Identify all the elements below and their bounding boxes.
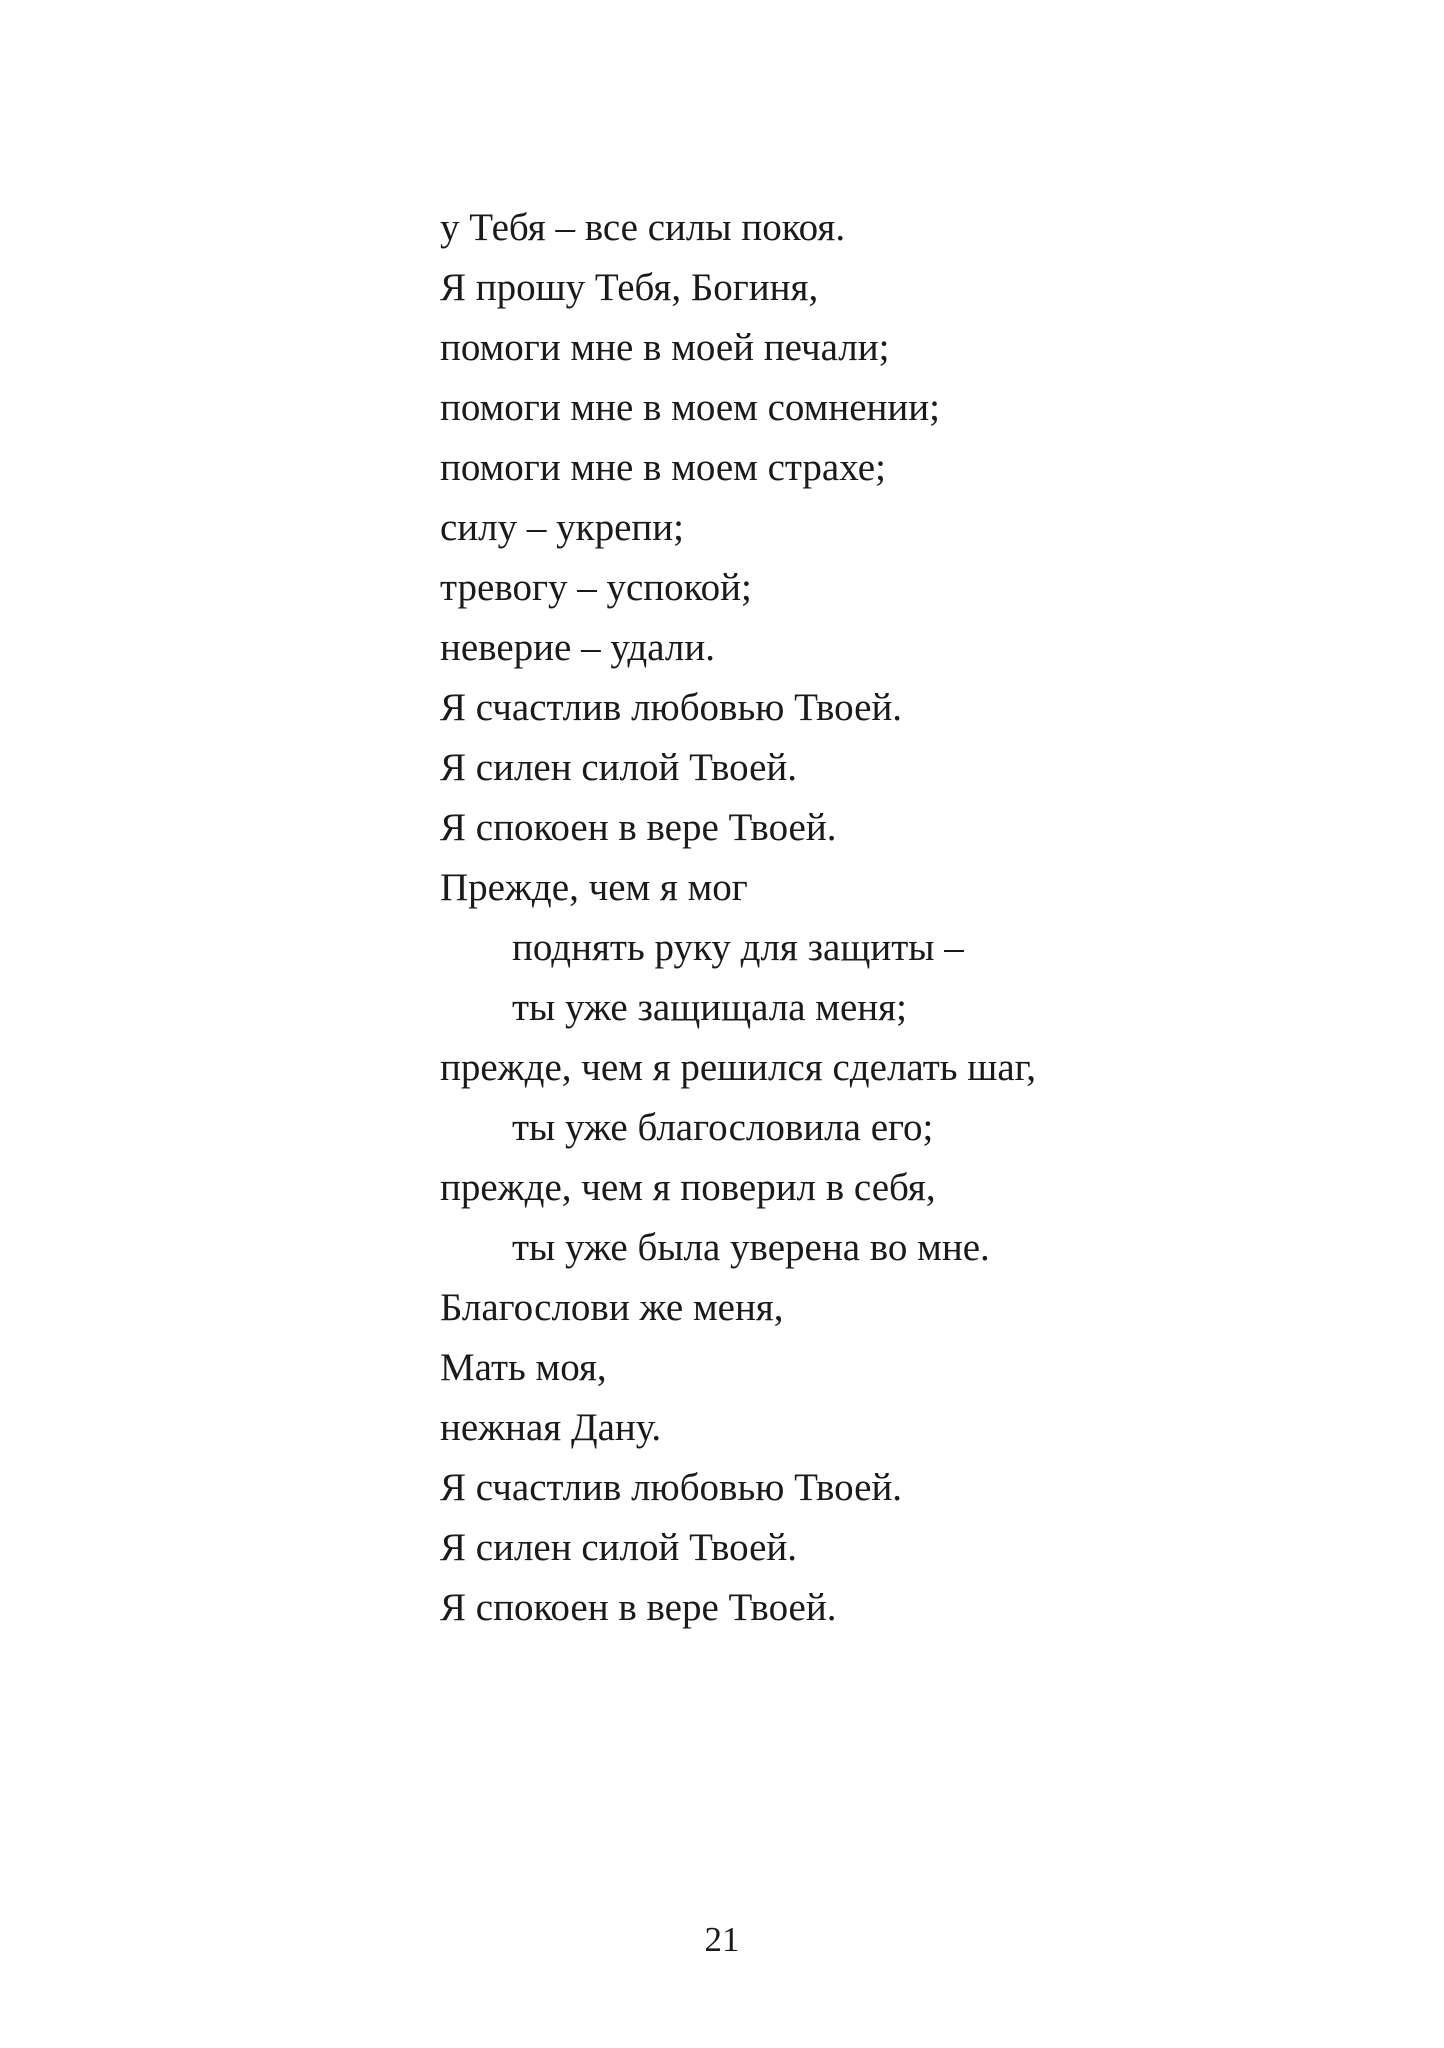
page-number: 21	[704, 1920, 740, 1959]
poem-line: Я счастлив любовью Твоей.	[440, 1466, 903, 1509]
poem-line: Я силен силой Твоей.	[440, 1526, 798, 1569]
poem-line: Я спокоен в вере Твоей.	[440, 806, 837, 849]
poem-line: ты уже благословила его;	[512, 1106, 934, 1149]
poem-line: ты уже была уверена во мне.	[512, 1226, 990, 1269]
poem-line: ты уже защищала меня;	[512, 986, 907, 1029]
poem-line: Я силен силой Твоей.	[440, 746, 798, 789]
poem-text	[440, 198, 1260, 1638]
poem-line: Я прошу Тебя, Богиня,	[440, 266, 819, 309]
poem-line: Я счастлив любовью Твоей.	[440, 686, 903, 729]
poem-line: помоги мне в моем страхе;	[440, 446, 886, 489]
poem-line: нежная Дану.	[440, 1406, 662, 1449]
poem-line: Прежде, чем я мог	[440, 866, 748, 909]
poem-line: тревогу – успокой;	[440, 566, 752, 609]
poem-line: силу – укрепи;	[440, 506, 684, 549]
poem-line: помоги мне в моей печали;	[440, 326, 890, 369]
poem-line: Я спокоен в вере Твоей.	[440, 1586, 837, 1629]
poem-line: Благослови же меня,	[440, 1286, 784, 1329]
poem-line: помоги мне в моем сомнении;	[440, 386, 940, 429]
poem-line: поднять руку для защиты –	[512, 926, 964, 969]
poem-line: неверие – удали.	[440, 626, 715, 669]
poem-line: прежде, чем я решился сделать шаг,	[440, 1046, 1036, 1089]
poem-line: у Тебя – все силы покоя.	[440, 206, 846, 249]
poem-line: Мать моя,	[440, 1346, 607, 1389]
poem-line: прежде, чем я поверил в себя,	[440, 1166, 936, 1209]
